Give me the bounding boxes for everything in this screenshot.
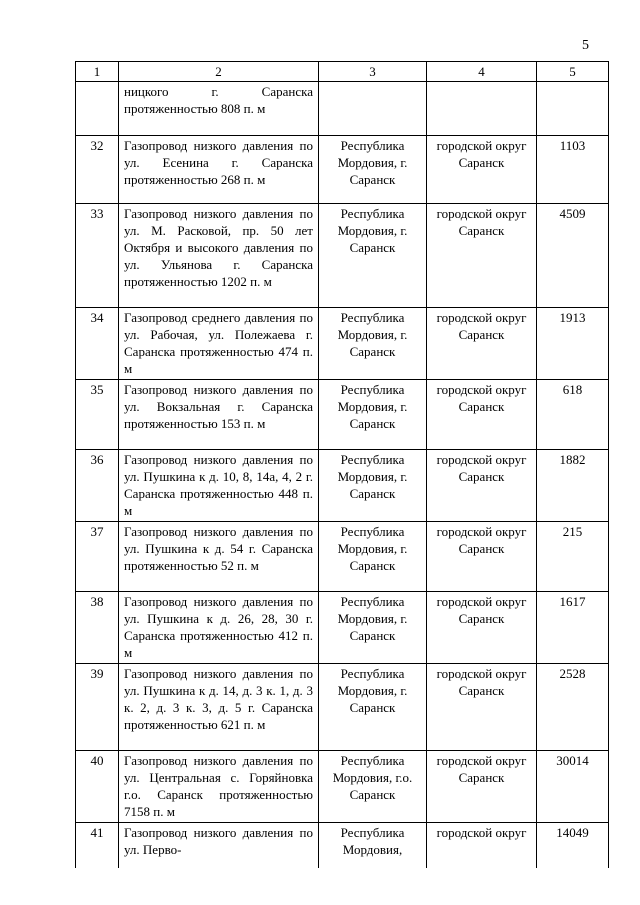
municipality-cell: городской округ Саранск xyxy=(427,751,537,823)
row-number-cell: 35 xyxy=(76,380,119,450)
row-number-cell: 34 xyxy=(76,308,119,380)
row-number-cell xyxy=(76,82,119,136)
table-row xyxy=(76,751,609,823)
object-name-cell: Газопровод низкого давления по ул. Вокзальная г. Саранска протяженностью 153 п. м xyxy=(119,380,319,450)
municipality-cell: городской округ Саранск xyxy=(427,592,537,664)
continuation-row xyxy=(76,82,609,136)
location-cell: Республика Мордовия, г. Саранск xyxy=(319,204,427,308)
table-row xyxy=(76,380,609,450)
location-cell: Республика Мордовия, xyxy=(319,823,427,868)
location-cell: Республика Мордовия, г. Саранск xyxy=(319,664,427,751)
row-number-cell: 41 xyxy=(76,823,119,868)
value-cell: 1882 xyxy=(537,450,609,522)
table-row xyxy=(76,522,609,592)
value-cell: 30014 xyxy=(537,751,609,823)
value-cell: 2528 xyxy=(537,664,609,751)
object-name-cell: Газопровод низкого давления по ул. Пушкина к д. 26, 28, 30 г. Саранска протяженностью 412 п. м xyxy=(119,592,319,664)
value-cell: 618 xyxy=(537,380,609,450)
location-cell: Республика Мордовия, г. Саранск xyxy=(319,522,427,592)
municipality-cell: городской округ Саранск xyxy=(427,204,537,308)
object-name-cell: Газопровод низкого давления по ул. Перво- xyxy=(119,823,319,868)
column-header-1: 1 xyxy=(76,62,119,82)
value-cell: 14049 xyxy=(537,823,609,868)
location-cell xyxy=(319,82,427,136)
column-header-2: 2 xyxy=(119,62,319,82)
object-name-cell: Газопровод низкого давления по ул. Есенина г. Саранска протяженностью 268 п. м xyxy=(119,136,319,204)
municipality-cell xyxy=(427,82,537,136)
table-row xyxy=(76,823,609,868)
object-name-cell: Газопровод низкого давления по ул. М. Расковой, пр. 50 лет Октября и высокого давления по ул. Ульянова г. Саранска протяженностью 1202 п. м xyxy=(119,204,319,308)
object-name-cell: ницкого г. Саранска протяженностью 808 п. м xyxy=(119,82,319,136)
location-cell: Республика Мордовия, г.о. Саранск xyxy=(319,751,427,823)
row-number-cell: 32 xyxy=(76,136,119,204)
row-number-cell: 37 xyxy=(76,522,119,592)
table-row xyxy=(76,592,609,664)
row-number-cell: 33 xyxy=(76,204,119,308)
object-name-cell: Газопровод низкого давления по ул. Центральная с. Горяйновка г.о. Саранск протяженностью 7158 п. м xyxy=(119,751,319,823)
table-row xyxy=(76,136,609,204)
object-name-cell: Газопровод среднего давления по ул. Рабочая, ул. Полежаева г. Саранска протяженностью 474 п. м xyxy=(119,308,319,380)
row-number-cell: 36 xyxy=(76,450,119,522)
location-cell: Республика Мордовия, г. Саранск xyxy=(319,136,427,204)
table-row xyxy=(76,308,609,380)
page-number: 5 xyxy=(582,38,589,53)
municipality-cell: городской округ Саранск xyxy=(427,136,537,204)
column-number-row xyxy=(76,62,609,82)
column-header-4: 4 xyxy=(427,62,537,82)
municipality-cell: городской округ Саранск xyxy=(427,450,537,522)
value-cell: 1913 xyxy=(537,308,609,380)
table-row xyxy=(76,664,609,751)
municipality-cell: городской округ Саранск xyxy=(427,522,537,592)
municipality-cell: городской округ Саранск xyxy=(427,380,537,450)
value-cell: 4509 xyxy=(537,204,609,308)
value-cell: 1617 xyxy=(537,592,609,664)
municipality-cell: городской округ xyxy=(427,823,537,868)
location-cell: Республика Мордовия, г. Саранск xyxy=(319,380,427,450)
table-row xyxy=(76,204,609,308)
row-number-cell: 39 xyxy=(76,664,119,751)
value-cell: 215 xyxy=(537,522,609,592)
column-header-3: 3 xyxy=(319,62,427,82)
municipality-cell: городской округ Саранск xyxy=(427,664,537,751)
location-cell: Республика Мордовия, г. Саранск xyxy=(319,308,427,380)
location-cell: Республика Мордовия, г. Саранск xyxy=(319,450,427,522)
municipality-cell: городской округ Саранск xyxy=(427,308,537,380)
table-row xyxy=(76,450,609,522)
row-number-cell: 38 xyxy=(76,592,119,664)
object-name-cell: Газопровод низкого давления по ул. Пушкина к д. 54 г. Саранска протяженностью 52 п. м xyxy=(119,522,319,592)
value-cell xyxy=(537,82,609,136)
gas-pipeline-table xyxy=(75,61,609,868)
value-cell: 1103 xyxy=(537,136,609,204)
row-number-cell: 40 xyxy=(76,751,119,823)
location-cell: Республика Мордовия, г. Саранск xyxy=(319,592,427,664)
object-name-cell: Газопровод низкого давления по ул. Пушкина к д. 10, 8, 14а, 4, 2 г. Саранска протяженностью 448 п. м xyxy=(119,450,319,522)
object-name-cell: Газопровод низкого давления по ул. Пушкина к д. 14, д. 3 к. 1, д. 3 к. 2, д. 3 к. 3, д. 5 г. Саранска протяженностью 621 п. м xyxy=(119,664,319,751)
column-header-5: 5 xyxy=(537,62,609,82)
